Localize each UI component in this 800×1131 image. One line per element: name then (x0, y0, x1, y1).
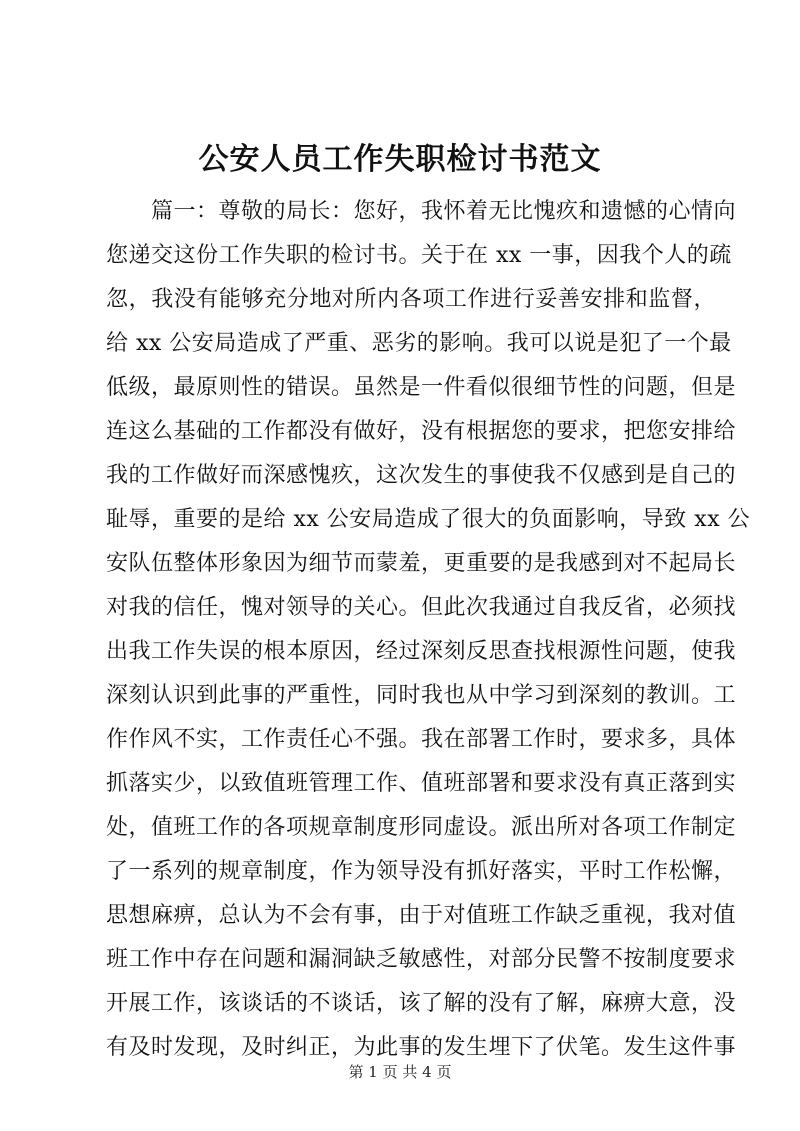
body-line: 给 xx 公安局造成了严重、恶劣的影响。我可以说是犯了一个最 (106, 331, 732, 356)
body-line: 对我的信任，愧对领导的关心。但此次我通过自我反省，必须找 (106, 595, 737, 620)
document-body (106, 190, 751, 1070)
body-line: 忽，我没有能够充分地对所内各项工作进行妥善安排和监督， (106, 287, 716, 312)
body-line: 班工作中存在问题和漏洞缺乏敏感性，对部分民警不按制度要求 (106, 947, 737, 972)
document-title: 公安人员工作失职检讨书范文 (198, 142, 602, 177)
body-line: 思想麻痹，总认为不会有事，由于对值班工作缺乏重视，我对值 (106, 903, 737, 928)
body-line: 出我工作失误的根本原因，经过深刻反思查找根源性问题，使我 (106, 639, 737, 664)
body-line: 有及时发现，及时纠正，为此事的发生埋下了伏笔。发生这件事 (106, 1035, 737, 1060)
body-line: 了一系列的规章制度，作为领导没有抓好落实，平时工作松懈， (106, 859, 737, 884)
body-line: 安队伍整体形象因为细节而蒙羞，更重要的是我感到对不起局长 (106, 551, 737, 576)
body-line: 您递交这份工作失职的检讨书。关于在 xx 一事，因我个人的疏 (106, 243, 732, 268)
body-line: 连这么基础的工作都没有做好，没有根据您的要求，把您安排给 (106, 419, 737, 444)
body-line: 深刻认识到此事的严重性，同时我也从中学习到深刻的教训。工 (106, 683, 737, 708)
body-line: 低级，最原则性的错误。虽然是一件看似很细节性的问题，但是 (106, 375, 737, 400)
body-line: 耻辱，重要的是给 xx 公安局造成了很大的负面影响，导致 xx 公 (106, 507, 751, 532)
body-line: 开展工作，该谈话的不谈话，该了解的没有了解，麻痹大意，没 (106, 991, 737, 1016)
body-line: 篇一：尊敬的局长：您好，我怀着无比愧疚和遗憾的心情向 (106, 199, 737, 224)
body-line: 我的工作做好而深感愧疚，这次发生的事使我不仅感到是自己的 (106, 463, 737, 488)
body-line: 抓落实少，以致值班管理工作、值班部署和要求没有真正落到实 (106, 771, 737, 796)
body-line: 作作风不实，工作责任心不强。我在部署工作时，要求多，具体 (106, 727, 737, 752)
body-line: 处，值班工作的各项规章制度形同虚设。派出所对各项工作制定 (106, 815, 737, 840)
page-number: 第 1 页 共 4 页 (348, 1063, 452, 1081)
